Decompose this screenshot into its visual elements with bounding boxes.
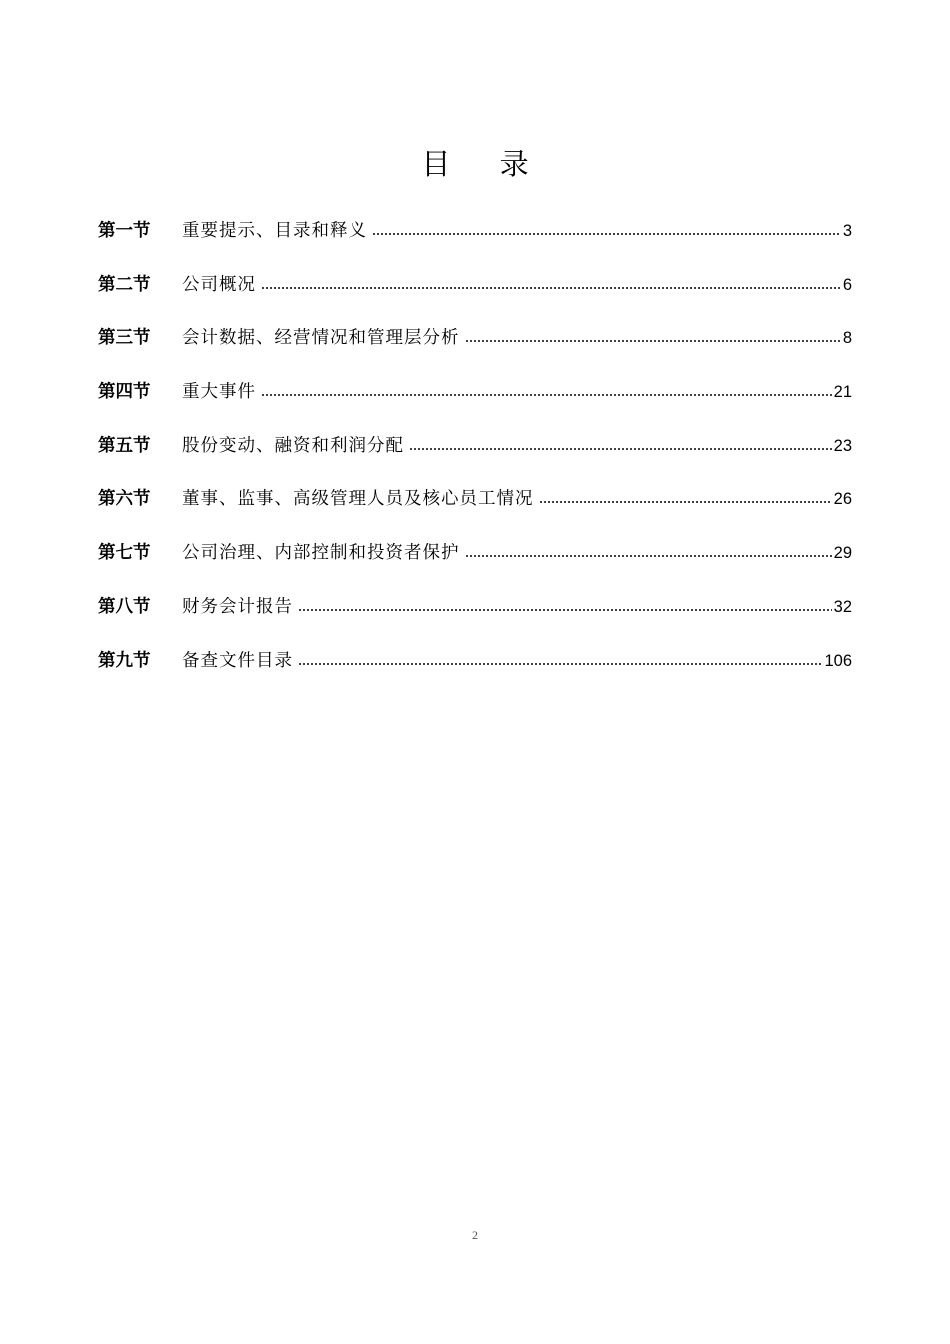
toc-page-number: 26 <box>833 490 852 509</box>
toc-entry[interactable] <box>98 431 852 485</box>
toc-title: 目 录 <box>421 147 549 181</box>
toc-section-heading: 备查文件目录 <box>182 650 293 671</box>
toc-section-number: 第七节 <box>98 543 151 564</box>
toc-section-number: 第八节 <box>98 596 151 617</box>
toc-entry[interactable] <box>98 270 852 324</box>
toc-section-heading: 财务会计报告 <box>182 596 293 617</box>
toc-section-number: 第五节 <box>98 435 151 456</box>
toc-dot-leader <box>409 448 832 450</box>
toc-entry[interactable] <box>98 646 852 700</box>
toc-dot-leader <box>465 555 832 557</box>
toc-page-number: 23 <box>833 436 852 455</box>
toc-page-number: 21 <box>833 383 852 402</box>
toc-section-heading: 董事、监事、高级管理人员及核心员工情况 <box>182 489 534 510</box>
toc-section-number: 第三节 <box>98 328 151 349</box>
toc-section-heading: 公司治理、内部控制和投资者保护 <box>182 543 460 564</box>
toc-entry[interactable] <box>98 323 852 377</box>
toc-section-heading: 股份变动、融资和利润分配 <box>182 435 404 456</box>
toc-section-heading: 重大事件 <box>182 382 256 403</box>
toc-page-number: 32 <box>833 597 852 616</box>
toc-dot-leader <box>465 340 841 342</box>
toc-page-number: 29 <box>833 544 852 563</box>
toc-section-number: 第一节 <box>98 221 151 241</box>
toc-page-number: 3 <box>842 222 852 240</box>
toc-section-number: 第六节 <box>98 489 151 510</box>
toc-entry[interactable] <box>98 592 852 646</box>
toc-entry[interactable] <box>98 538 852 592</box>
toc-section-heading: 会计数据、经营情况和管理层分析 <box>182 328 460 349</box>
toc-section-number: 第四节 <box>98 382 151 403</box>
toc-dot-leader <box>539 501 832 503</box>
toc-page-number: 8 <box>842 329 852 348</box>
toc-entry[interactable] <box>98 216 852 270</box>
toc-dot-leader <box>298 609 832 611</box>
toc-section-number: 第九节 <box>98 650 151 671</box>
toc-dot-leader <box>372 233 841 235</box>
table-of-contents <box>98 216 852 699</box>
toc-section-number: 第二节 <box>98 274 151 295</box>
toc-section-heading: 公司概况 <box>182 274 256 295</box>
toc-page-number: 6 <box>842 275 852 294</box>
toc-dot-leader <box>261 287 841 289</box>
toc-dot-leader <box>261 394 832 396</box>
toc-page-number: 106 <box>824 651 852 670</box>
page-number-footer: 2 <box>472 1228 478 1242</box>
toc-section-heading: 重要提示、目录和释义 <box>182 221 367 241</box>
toc-entry[interactable] <box>98 484 852 538</box>
toc-entry[interactable] <box>98 377 852 431</box>
toc-dot-leader <box>298 663 822 665</box>
